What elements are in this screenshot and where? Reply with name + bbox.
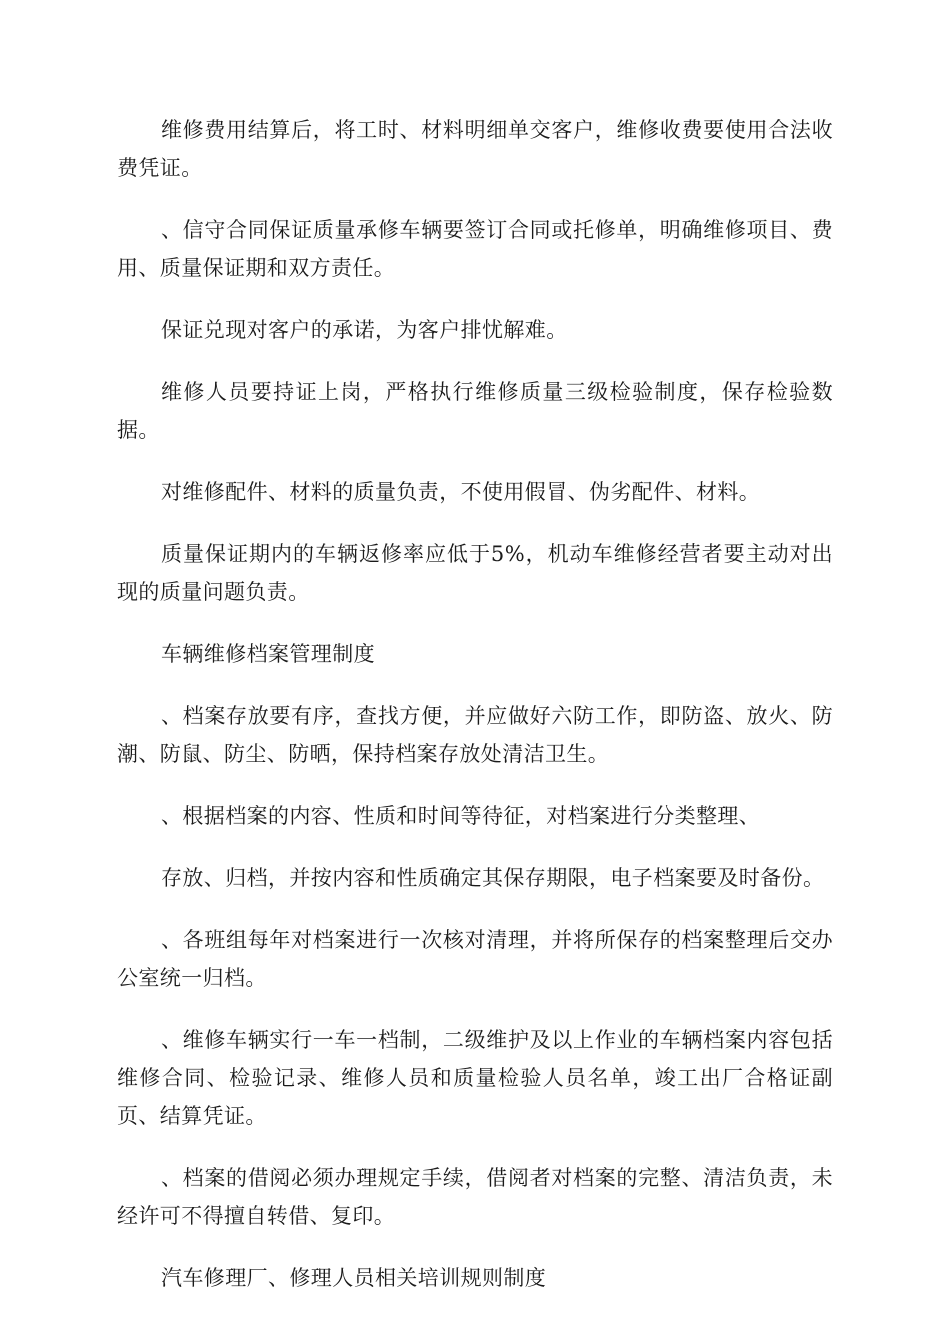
document-body: [117, 111, 833, 1321]
paragraph-contract: 、信守合同保证质量承修车辆要签订合同或托修单，明确维修项目、费用、质量保证期和双方责任。: [117, 218, 833, 280]
paragraph-archive-annual-check: 、各班组每年对档案进行一次核对清理，并将所保存的档案整理后交办公室统一归档。: [117, 928, 833, 990]
paragraph-promise: 保证兑现对客户的承诺，为客户排忧解难。: [161, 318, 568, 342]
paragraph-settlement: 维修费用结算后，将工时、材料明细单交客户，维修收费要使用合法收费凭证。: [117, 118, 833, 180]
paragraph-archive-classification: 、根据档案的内容、性质和时间等待征，对档案进行分类整理、: [161, 804, 761, 828]
paragraph-archive-retention: 存放、归档，并按内容和性质确定其保存期限，电子档案要及时备份。: [161, 866, 825, 890]
paragraph-repair-rate: 质量保证期内的车辆返修率应低于5%，机动车维修经营者要主动对出现的质量问题负责。: [117, 542, 833, 604]
paragraph-parts-quality: 对维修配件、材料的质量负责，不使用假冒、伪劣配件、材料。: [161, 480, 761, 504]
paragraph-certified-staff: 维修人员要持证上岗，严格执行维修质量三级检验制度，保存检验数据。: [117, 380, 833, 442]
section-heading-training-rules: 汽车修理厂、修理人员相关培训规则制度: [161, 1266, 547, 1290]
paragraph-archive-storage: 、档案存放要有序，查找方便，并应做好六防工作，即防盗、放火、防潮、防鼠、防尘、防晒，保持档案存放处清洁卫生。: [117, 704, 833, 766]
paragraph-archive-borrowing: 、档案的借阅必须办理规定手续，借阅者对档案的完整、清洁负责，未经许可不得擅自转借、复印。: [117, 1166, 833, 1228]
section-heading-archive-management: 车辆维修档案管理制度: [161, 642, 375, 666]
paragraph-one-vehicle-one-file: 、维修车辆实行一车一档制，二级维护及以上作业的车辆档案内容包括维修合同、检验记录、维修人员和质量检验人员名单，竣工出厂合格证副页、结算凭证。: [117, 1028, 833, 1128]
